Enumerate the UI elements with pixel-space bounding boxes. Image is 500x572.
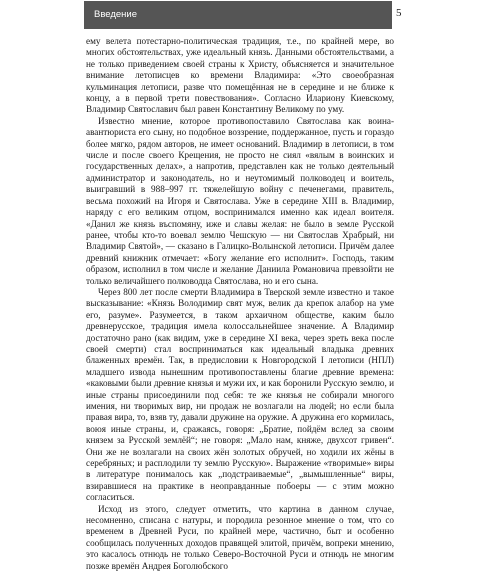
page-number: 5 <box>396 7 402 19</box>
section-title: Введение <box>94 9 138 20</box>
running-header <box>84 1 392 29</box>
paragraph: Через 800 лет после смерти Владимира в Тверской земле известно и такое высказывание: «Князь Володимир свят муж, велик да крепок алабор на уме его, разуме». Разумеется, в таком архаичном обществе, каким было древнерусское, традиция имела колоссальнейшее значение. А Владимир достаточно рано (как видим, уже в середине XI века, через зреть века после своей смерти) стал восприниматься как идеальный владыка древних блаженных времён. Так, в предисловии к Новгородской I летописи (НПЛ) младшего извода нынешним противопоставлены благие древние времена: «каковыми были древние князья и мужи их, и как боронили Русскую землю, и иные страны присоединили под себя: те же князья не собирали многого имения, ни творимых вир, ни продаж не возлагали на людей; но если была правая вира, то, взяв ту, давали дружине на оружие. А дружина его кормилась, воюя иные страны, и, сражаясь, говоря: „Братие, пойдём вслед за своим князем за Русской землёй“; не говоря: „Мало нам, княже, двухсот гривен“. Они же не возлагали на своих жён золотых обручей, но ходили их жёны в серебряных; и расплодили ту землю Русскую». Выражение «творимые» виры в литературе понималось как „подстраиваемые“, „вымышленные“ виры, взиравшиеся на практике в неоправданные побоеры — с этим можно согласиться. <box>86 286 394 503</box>
body-text <box>86 36 394 572</box>
paragraph: Исход из этого, следует отметить, что картина в данном случае, несомненно, списана с натуры, и породила резонное мнение о том, что со временем в Древней Руси, по крайней мере, частично, быт и особенно сообщилась полученных доходов правящей элитой, причём, вопреки мнению, это касалось отнюдь не только Северо-Восточной Руси и отнюдь не многим позже времён Андрея Боголюбского <box>86 503 394 571</box>
paragraph: ему велета потестарно-политическая традиция, т.е., по крайней мере, во многих обстоятельствах, уже идеальный князь. Данными обстоятельствами, а не только приведением своей страны к Христу, объясняется и значительное внимание летописцев ко времени Владимира: «Это своеобразная кульминация летописи, разве что помещённая не в середине и не ближе к концу, а в первой трети повествования». Согласно Илариону Киевскому, Владимир Святославич был равен Константину Великому по уму. <box>86 36 394 115</box>
paragraph: Известно мнение, которое противопоставило Святослава как воина-авантюриста его сыну, но подобное воззрение, поддержанное, пусть и гораздо более мягко, рядом авторов, не имеет оснований. Владимир в летописи, в том числе и после своего Крещения, не просто не сиял «вялым в воинских и государственных делах», а напротив, представлен как не только деятельный администратор и законодатель, но и неутомимый полководец и воитель, выигравший в 988–997 гг. тяжелейшую войну с печенегами, правитель, весьма похожий на Игоря и Святослава. Уже в середине XIII в. Владимир, наряду с его великим отцом, воспринимался именно как идеал воителя. «Данил же князь въспомяну, иже и славы желая: не было в земле Русской ранее, чтобы кто-то воевал землю Чешскую — ни Святослав Храбрый, ни Владимир Святой», — сказано в Галицко-Волынской летописи. Причём далее древний книжник отмечает: «Богу желание его исполнит». Господь, таким образом, исполнил в том числе и желание Даниила Романовича превзойти не только величайшего полководца Святослава, но и его сына. <box>86 115 394 286</box>
